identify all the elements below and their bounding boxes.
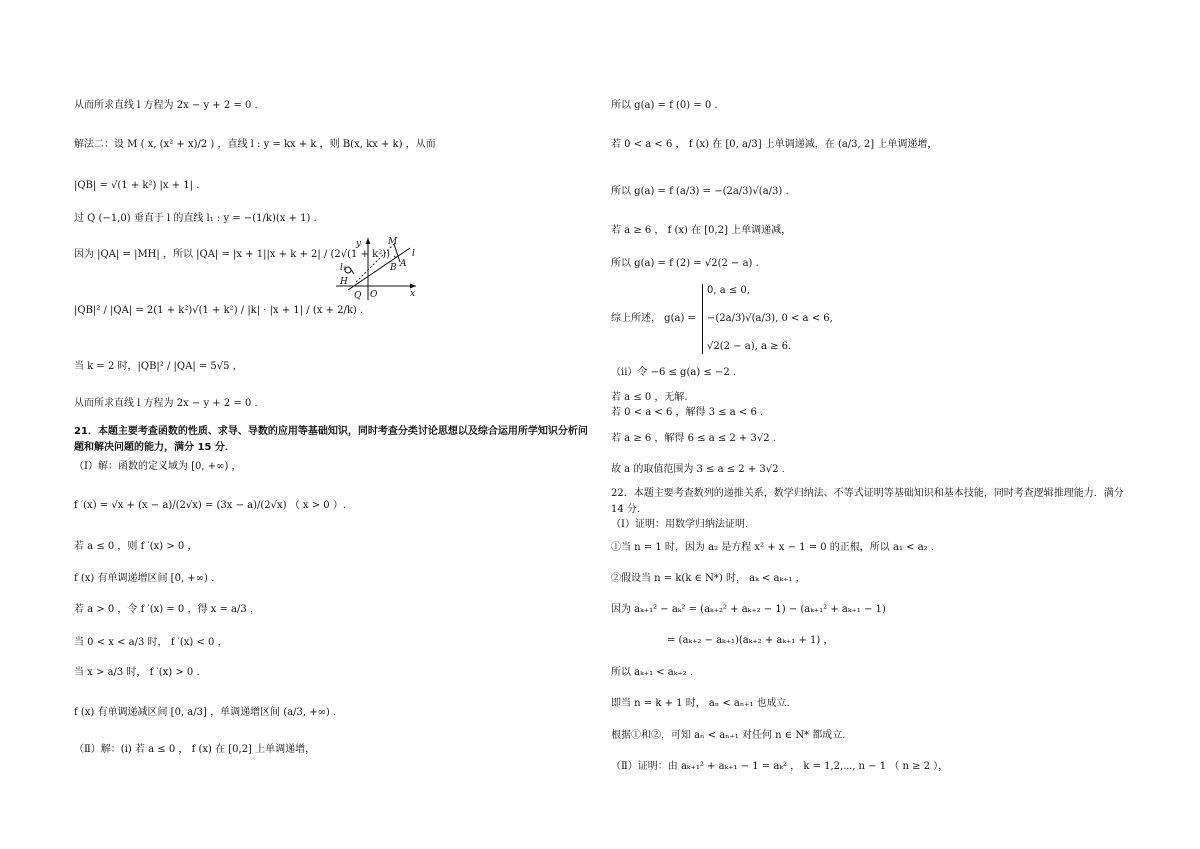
text-line: 当 k = 2 时，|QB|² / |QA| = 5√5 ， <box>74 361 243 372</box>
piecewise-label: 综上所述， g(a) = <box>611 313 696 324</box>
text-line: 若 a ≤ 0 ，则 f ′(x) > 0 ， <box>74 541 198 552</box>
text-line: 若 a > 0 ，令 f ′(x) = 0 ，得 x = a/3 ， <box>74 604 260 615</box>
text-line: 所以 g(a) = f (2) = √2(2 − a) . <box>611 258 759 269</box>
text-line: 从而所求直线 l 方程为 2x − y + 2 = 0 . <box>74 398 258 409</box>
text-line: 解法二：设 M ( x, (x² + x)/2 ) ，直线 l : y = kx + k ，则 B(x, kx + k) ，从而 <box>74 139 436 150</box>
text-line: 所以 g(a) = f (a/3) = −(2a/3)√(a/3) . <box>611 186 789 197</box>
text-line: 当 x > a/3 时， f ′(x) > 0 . <box>74 667 200 678</box>
text-line: （Ⅰ）解：函数的定义域为 [0, +∞) ， <box>74 461 242 472</box>
label-x: x <box>410 289 416 299</box>
text-line: （Ⅰ）证明：用数学归纳法证明． <box>611 519 755 530</box>
piecewise-brace <box>702 284 703 354</box>
label-O: O <box>370 290 378 300</box>
text-line: 所以 aₖ₊₁ < aₖ₊₂ . <box>611 667 694 678</box>
text-line: 当 0 < x < a/3 时， f ′(x) < 0 ， <box>74 637 228 648</box>
question-22-header: 22．本题主要考查数列的递推关系，数学归纳法、不等式证明等基础知识和基本技能，同时考查逻辑推理能力．满分 14 分． <box>611 488 1124 515</box>
text-line: （Ⅱ）解：(i) 若 a ≤ 0 ， f (x) 在 [0,2] 上单调递增， <box>74 744 316 755</box>
text-line: 即当 n = k + 1 时， aₙ < aₙ₊₁ 也成立. <box>611 698 790 709</box>
text-line: 过 Q (−1,0) 垂直于 l 的直线 l₁ : y = −(1/k)(x + 1) . <box>74 213 317 224</box>
text-line: 所以 g(a) = f (0) = 0 . <box>611 100 718 111</box>
text-line: |QB|² / |QA| = 2(1 + k²)√(1 + k²) / |k| · |x + 1| / (x + 2/k) . <box>74 305 364 316</box>
label-y: y <box>356 239 362 249</box>
label-l1: l₁ <box>340 263 347 273</box>
text-line: ①当 n = 1 时，因为 a₂ 是方程 x² + x − 1 = 0 的正根，所以 a₁ < a₂ . <box>611 542 935 553</box>
text-line: f (x) 有单调递减区间 [0, a/3] ，单调递增区间 (a/3, +∞) . <box>74 707 337 718</box>
text-line: ②假设当 n = k(k ∈ N*) 时， aₖ < aₖ₊₁ ， <box>611 573 806 584</box>
label-A: A <box>400 259 407 269</box>
label-l: l <box>412 249 415 259</box>
text-line: 若 a ≥ 6 ， f (x) 在 [0,2] 上单调递减， <box>611 225 792 236</box>
text-line: 根据①和②，可知 aₙ < aₙ₊₁ 对任何 n ∈ N* 都成立. <box>611 730 846 741</box>
text-line: f (x) 有单调递增区间 [0, +∞) . <box>74 573 215 584</box>
line-l <box>348 248 410 290</box>
text-line: 若 a ≤ 0 ，无解. <box>611 392 688 403</box>
text-line: = (aₖ₊₂ − aₖ₊₁)(aₖ₊₂ + aₖ₊₁ + 1) ， <box>667 635 834 646</box>
text-line: 故 a 的取值范围为 3 ≤ a ≤ 2 + 3√2 . <box>611 464 785 475</box>
piecewise-case: −(2a/3)√(a/3), 0 < a < 6, <box>707 313 833 324</box>
text-line: 因为 |QA| = |MH| ，所以 |QA| = |x + 1||x + k + 2| / (2√(1 + k²)) ， <box>74 249 404 260</box>
text-line: f ′(x) = √x + (x − a)/(2√x) = (3x − a)/(2√x) （ x > 0 ）. <box>74 500 347 511</box>
text-line: （Ⅱ）证明：由 aₖ₊₁² + aₖ₊₁ − 1 = aₖ² ， k = 1,2,⋯, n − 1 （ n ≥ 2 ）， <box>611 761 949 772</box>
text-line: （ii）令 −6 ≤ g(a) ≤ −2 . <box>611 367 737 378</box>
text-line: 若 0 < a < 6 ， f (x) 在 [0, a/3] 上单调递减，在 (a/3, 2] 上单调递增， <box>611 139 938 150</box>
piecewise-case: 0, a ≤ 0, <box>707 285 750 296</box>
label-Q: Q <box>354 291 362 301</box>
geometry-figure <box>336 234 420 302</box>
question-21-header: 21．本题主要考查函数的性质、求导、导数的应用等基础知识，同时考查分类讨论思想以及综合运用所学知识分析问题和解决问题的能力，满分 15 分． <box>74 426 588 453</box>
text-line: 因为 aₖ₊₁² − aₖ² = (aₖ₊₂² + aₖ₊₂ − 1) − (aₖ₊₁² + aₖ₊₁ − 1) <box>611 604 886 615</box>
text-line: |QB| = √(1 + k²) |x + 1| . <box>74 180 200 191</box>
label-B: B <box>390 263 397 273</box>
text-line: 若 0 < a < 6 ，解得 3 ≤ a < 6 . <box>611 407 764 418</box>
label-H: H <box>340 277 348 287</box>
label-M: M <box>388 237 398 247</box>
piecewise-case: √2(2 − a), a ≥ 6. <box>707 341 792 352</box>
text-line: 从而所求直线 l 方程为 2x − y + 2 = 0 . <box>74 100 258 111</box>
text-line: 若 a ≥ 6 ，解得 6 ≤ a ≤ 2 + 3√2 . <box>611 433 776 444</box>
